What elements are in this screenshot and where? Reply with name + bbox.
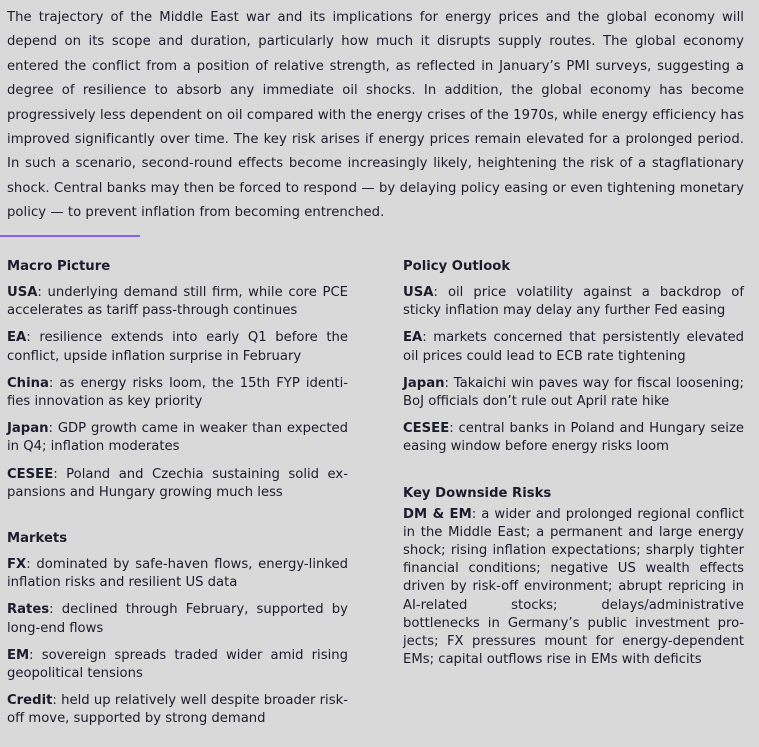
- item-label: China: [7, 375, 49, 391]
- item-label: EA: [7, 330, 27, 346]
- section-title-markets: Markets: [7, 531, 68, 547]
- macro-item-cesee: [7, 466, 348, 502]
- intro-paragraph: The trajectory of the Middle East war and its implications for energy prices and the global economy will depend on its scope and duration, particularly how much it disrupts supply routes. The global economy entered the conflict from a position of relative strength, as reflected in January’s PMI surveys, suggesting a degree of resilience to absorb any immediate oil shocks. In addition, the global economy has become progressively less dependent on oil compared with the energy crises of the 1970s, while energy efficiency has improved significantly over time. The key risk arises if energy prices remain elevated for a prolonged period. In such a scenario, second-round effects become increasingly likely, heightening the risk of a stagflationary shock. Central banks may then be forced to respond — by delaying policy easing or even tightening monetary policy — to prevent inflation from becoming entrenched.: [7, 10, 744, 221]
- policy-item-cesee: [403, 420, 744, 456]
- macro-picture-section: [7, 258, 348, 502]
- macro-item-japan: [7, 420, 348, 456]
- macro-item-usa: [7, 284, 348, 320]
- policy-item-ea: [403, 329, 744, 365]
- item-label: Credit: [7, 693, 53, 709]
- macro-item-ea: [7, 329, 348, 365]
- item-text: underlying demand still firm, while core PCE accelerates as tariff pass-through continues: [7, 285, 348, 319]
- left-column: [7, 258, 348, 738]
- item-label: DM & EM: [403, 506, 472, 522]
- item-label: EA: [403, 330, 423, 346]
- macro-item-china: [7, 375, 348, 411]
- item-separator: :: [26, 330, 40, 346]
- item-label: Japan: [403, 375, 445, 391]
- item-label: CESEE: [7, 466, 54, 482]
- item-text: central banks in Poland and Hungary seize easing window before energy risks loom: [403, 421, 744, 455]
- item-label: Japan: [7, 421, 49, 437]
- item-text: GDP growth came in weaker than expected in Q4; inflation moderates: [7, 421, 348, 455]
- item-separator: :: [37, 285, 48, 300]
- item-label: FX: [7, 557, 27, 573]
- markets-item-em: [7, 647, 348, 683]
- section-title-macro-picture: Macro Picture: [7, 259, 111, 274]
- item-separator: :: [29, 647, 42, 663]
- policy-outlook-section: [403, 258, 744, 457]
- item-text: a wider and prolonged regional conflict in the Middle East; a permanent and large energy shock; rising inflation expectations; sharply tighter financial conditions; negative US wealth effects driven by risk-off environment; abrupt repricing in AI-related stocks; delays/administrative bottlenecks in Germany’s public investment projects; FX pressures mount for energy-dependent EMs; capital outflows rise in EMs with deficits: [403, 506, 745, 668]
- item-separator: :: [48, 421, 58, 437]
- item-text: declined through February, supported by long-end flows: [7, 602, 348, 636]
- item-separator: :: [471, 506, 482, 522]
- markets-section: [7, 530, 348, 729]
- item-separator: :: [53, 466, 67, 482]
- item-separator: :: [26, 557, 37, 573]
- section-spacer: [403, 466, 744, 485]
- item-text: resilience extends into early Q1 before the conflict, upside inflation surprise in February: [7, 330, 348, 364]
- item-label: CESEE: [403, 421, 450, 437]
- item-text: as energy risks loom, the 15th FYP identifies innovation as key priority: [7, 375, 348, 410]
- item-text: dominated by safe-haven flows, energy-linked inflation risks and resilient US data: [7, 557, 348, 591]
- item-separator: :: [449, 421, 459, 437]
- item-label: EM: [7, 647, 30, 663]
- key-downside-risks-section: [403, 485, 744, 670]
- item-label: USA: [7, 285, 38, 300]
- policy-item-japan: [403, 375, 744, 411]
- right-column: [403, 258, 744, 678]
- item-text: Poland and Czechia sustaining solid expansions and Hungary growing much less: [7, 466, 348, 500]
- markets-item-credit: [7, 692, 348, 728]
- item-label: USA: [403, 285, 434, 300]
- item-text: oil price volatility against a backdrop of sticky inflation may delay any further Fed easing: [403, 285, 744, 319]
- item-text: held up relatively well despite broader risk-off move, supported by strong demand: [7, 693, 348, 727]
- section-title-key-downside-risks: Key Downside Risks: [403, 485, 552, 501]
- item-separator: :: [422, 330, 434, 346]
- policy-item-usa: [403, 284, 744, 320]
- accent-divider: [0, 235, 140, 237]
- item-separator: :: [433, 285, 448, 300]
- markets-item-fx: [7, 556, 348, 592]
- markets-item-rates: [7, 601, 348, 637]
- item-text: Takaichi win paves way for fiscal loosening; BoJ officials don’t rule out April rate hike: [403, 375, 744, 410]
- item-separator: :: [52, 693, 62, 709]
- item-separator: :: [48, 375, 60, 391]
- risks-item-dm-em: [403, 506, 744, 670]
- item-separator: :: [444, 375, 454, 391]
- item-label: Rates: [7, 602, 50, 618]
- item-text: markets concerned that persistently elevated oil prices could lead to ECB rate tightening: [403, 330, 744, 364]
- section-title-policy-outlook: Policy Outlook: [403, 259, 511, 274]
- item-separator: :: [49, 602, 62, 618]
- item-text: sovereign spreads traded wider amid rising geopolitical tensions: [7, 647, 348, 682]
- section-spacer: [7, 511, 348, 530]
